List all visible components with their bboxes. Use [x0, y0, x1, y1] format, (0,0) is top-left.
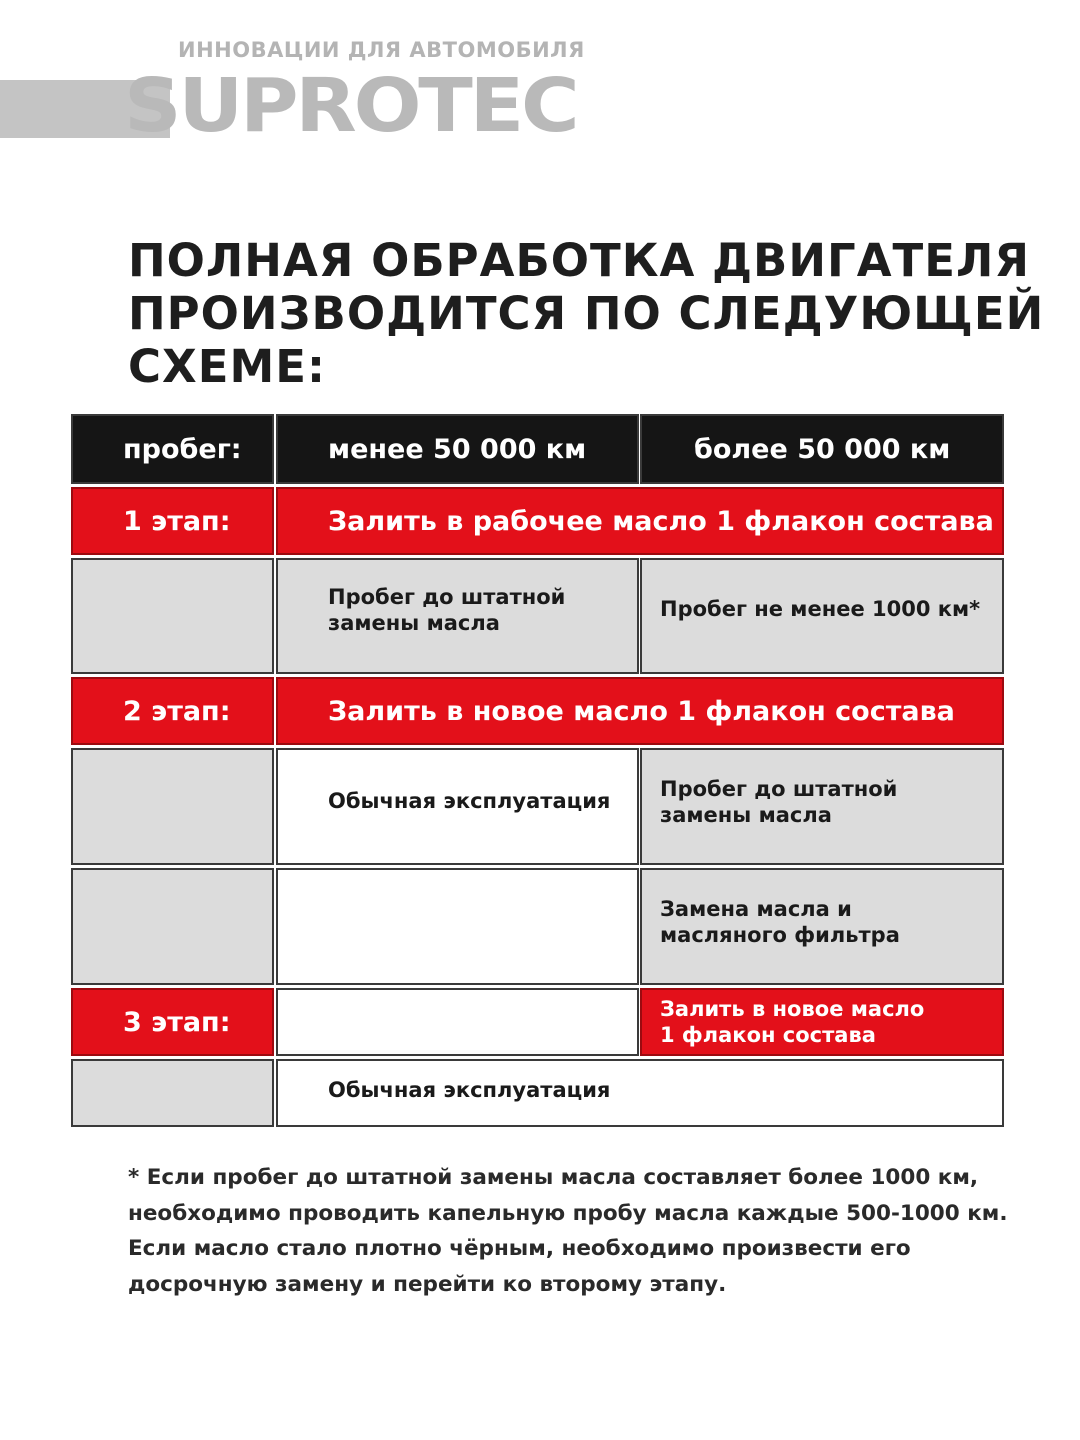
stage-2-over-50000 — [640, 748, 1004, 865]
stage-3-over-line-1: Залить в новое масло — [660, 997, 925, 1021]
footnote-line-4: досрочную замену и перейти ко второму этапу. — [128, 1271, 727, 1297]
header-mileage-label: пробег: — [71, 414, 274, 484]
footnote-line-3: Если масло стало плотно чёрным, необходимо произвести его — [128, 1236, 911, 1261]
stage-2-label: 2 этап: — [71, 677, 274, 745]
brand-tagline: ИННОВАЦИИ ДЛЯ АВТОМОБИЛЯ — [178, 38, 585, 62]
title-line-1: ПОЛНАЯ ОБРАБОТКА ДВИГАТЕЛЯ — [128, 234, 1030, 287]
stage-2-action: Залить в новое масло 1 флакон состава — [276, 677, 1004, 745]
stage-1-over-50000: Пробег не менее 1000 км* — [640, 558, 1004, 674]
stage-3-empty-cell — [71, 1059, 274, 1127]
stage-3-over-50000 — [640, 988, 1004, 1056]
stage-2-over-line-2: замены масла — [660, 803, 832, 827]
page-title — [128, 234, 1045, 393]
stage-2-empty-cell — [71, 748, 274, 865]
stage-2b-under-empty — [276, 868, 639, 985]
brand-logo: SUPROTEC — [124, 63, 577, 149]
stage-1-action: Залить в рабочее масло 1 флакон состава — [276, 487, 1004, 555]
stage-2b-over-line-1: Замена масла и — [660, 897, 852, 921]
stage-1-under-50000 — [276, 558, 639, 674]
stage-2b-empty-cell — [71, 868, 274, 985]
footnote-line-2: необходимо проводить капельную пробу масла каждые 500-1000 км. — [128, 1200, 1008, 1226]
stage-2-under-50000: Обычная эксплуатация — [276, 748, 639, 865]
stage-3-under-empty — [276, 988, 639, 1056]
stage-1-under-line-1: Пробег до штатной — [328, 585, 566, 609]
stage-3-over-line-2: 1 флакон состава — [660, 1023, 876, 1047]
footnote-line-1: * Если пробег до штатной замены масла составляет более 1000 км, — [128, 1165, 979, 1190]
stage-1-under-line-2: замены масла — [328, 611, 500, 635]
footnote — [128, 1160, 1028, 1302]
stage-3-label: 3 этап: — [71, 988, 274, 1056]
stage-1-label: 1 этап: — [71, 487, 274, 555]
stage-3-final: Обычная эксплуатация — [276, 1059, 1004, 1127]
header-under-50000: менее 50 000 км — [276, 414, 639, 484]
title-line-3: СХЕМЕ: — [128, 340, 326, 393]
stage-2b-over-50000 — [640, 868, 1004, 985]
stage-2-over-line-1: Пробег до штатной — [660, 777, 898, 801]
header-over-50000: более 50 000 км — [640, 414, 1004, 484]
stage-2b-over-line-2: масляного фильтра — [660, 923, 900, 947]
stage-1-empty-cell — [71, 558, 274, 674]
title-line-2: ПРОИЗВОДИТСЯ ПО СЛЕДУЮЩЕЙ — [128, 287, 1045, 340]
